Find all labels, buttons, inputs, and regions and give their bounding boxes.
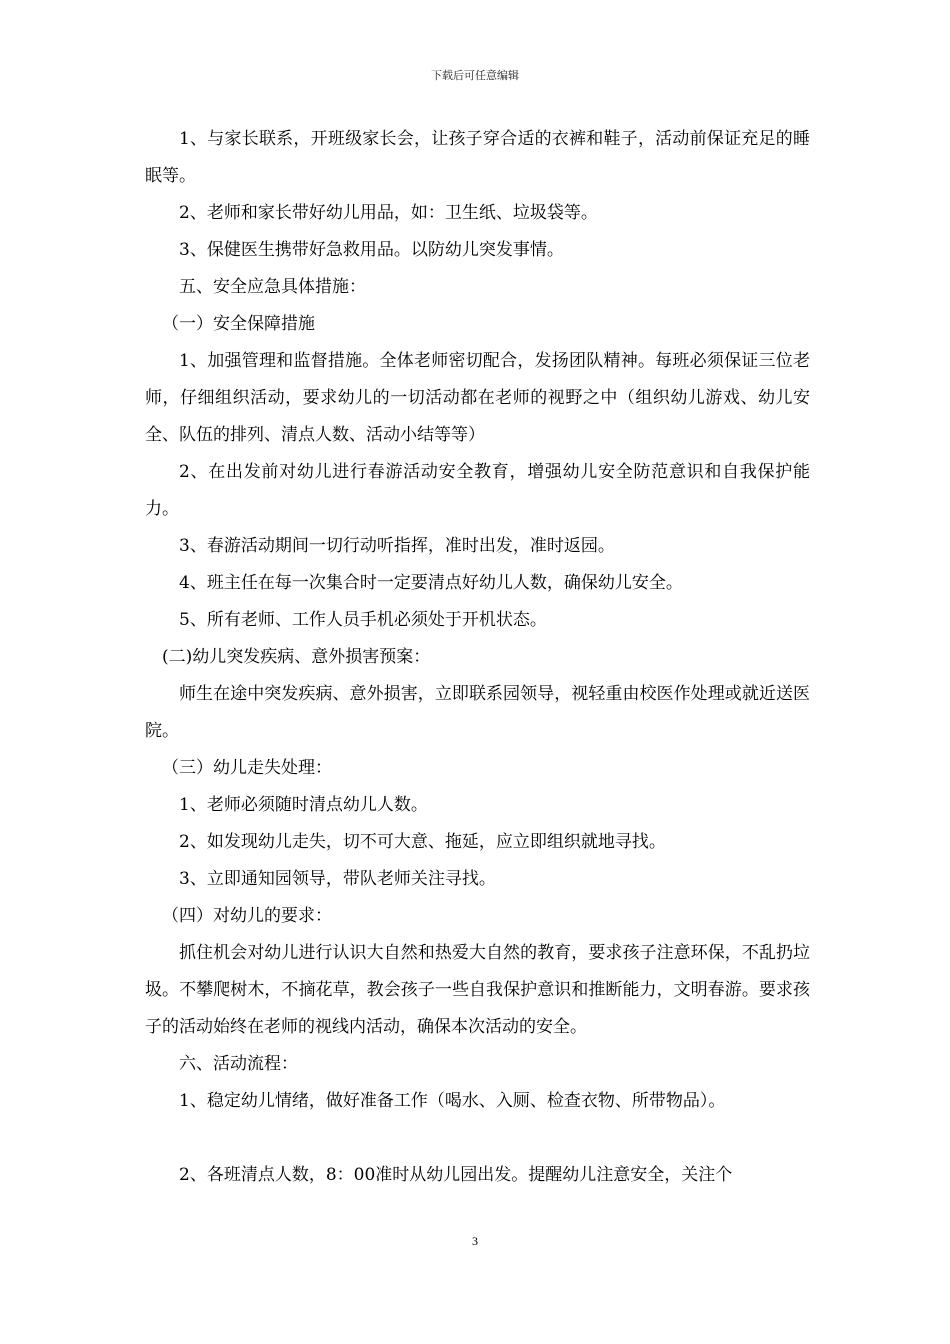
paragraph-nature-education: 抓住机会对幼儿进行认识大自然和热爱大自然的教育，要求孩子注意环保，不乱扔垃圾。不攀爬树木，不摘花草，教会孩子一些自我保护意识和推断能力，文明春游。要求孩子的活动始终在老师的视线内活动，确保本次活动的安全。 <box>145 943 810 1037</box>
page-number: 3 <box>472 1234 478 1248</box>
paragraph-notify: 3、立即通知园领导，带队老师关注寻找。 <box>179 869 496 889</box>
paragraph-count-children: 1、老师必须随时清点幼儿人数。 <box>179 795 428 815</box>
paragraph-safety-education: 2、在出发前对幼儿进行春游活动安全教育，增强幼儿安全防范意识和自我保护能力。 <box>145 462 810 519</box>
section-heading-safety: 五、安全应急具体措施： <box>179 277 366 297</box>
paragraph-prepare: 1、稳定幼儿情绪，做好准备工作（喝水、入厕、检查衣物、所带物品）。 <box>179 1091 726 1111</box>
subheading-requirements: （四）对幼儿的要求： <box>162 906 332 926</box>
paragraph-management: 1、加强管理和监督措施。全体老师密切配合，发扬团队精神。每班必须保证三位老师，仔细组织活动，要求幼儿的一切活动都在老师的视野之中（组织幼儿游戏、幼儿安全、队伍的排列、清点人数、活动小结等等） <box>145 351 810 445</box>
paragraph-contact-parents: 1、与家长联系，开班级家长会，让孩子穿合适的衣裤和鞋子，活动前保证充足的睡眠等。 <box>145 129 810 186</box>
paragraph-follow-commands: 3、春游活动期间一切行动听指挥，准时出发，准时返园。 <box>179 536 615 556</box>
document-body <box>145 121 810 1194</box>
paragraph-illness-plan: 师生在途中突发疾病、意外损害，立即联系园领导，视轻重由校医作处理或就近送医院。 <box>145 684 810 741</box>
subheading-lost-child: （三）幼儿走失处理： <box>162 758 332 778</box>
paragraph-headcount: 4、班主任在每一次集合时一定要清点好幼儿人数，确保幼儿安全。 <box>179 573 683 593</box>
blank-line <box>145 1120 810 1157</box>
paragraph-departure: 2、各班清点人数，8：00准时从幼儿园出发。提醒幼儿注意安全，关注个 <box>179 1165 733 1185</box>
paragraph-search: 2、如发现幼儿走失，切不可大意、拖延，应立即组织就地寻找。 <box>179 832 666 852</box>
paragraph-phones: 5、所有老师、工作人员手机必须处于开机状态。 <box>179 610 547 630</box>
paragraph-supplies: 2、老师和家长带好幼儿用品，如：卫生纸、垃圾袋等。 <box>179 203 598 223</box>
section-heading-process: 六、活动流程： <box>179 1054 298 1074</box>
page-header: 下载后可任意编辑 <box>431 69 519 82</box>
paragraph-first-aid: 3、保健医生携带好急救用品。以防幼儿突发事情。 <box>179 240 564 260</box>
subheading-safety-measures: （一）安全保障措施 <box>162 314 315 334</box>
subheading-illness: (二)幼儿突发疾病、意外损害预案： <box>162 647 431 667</box>
